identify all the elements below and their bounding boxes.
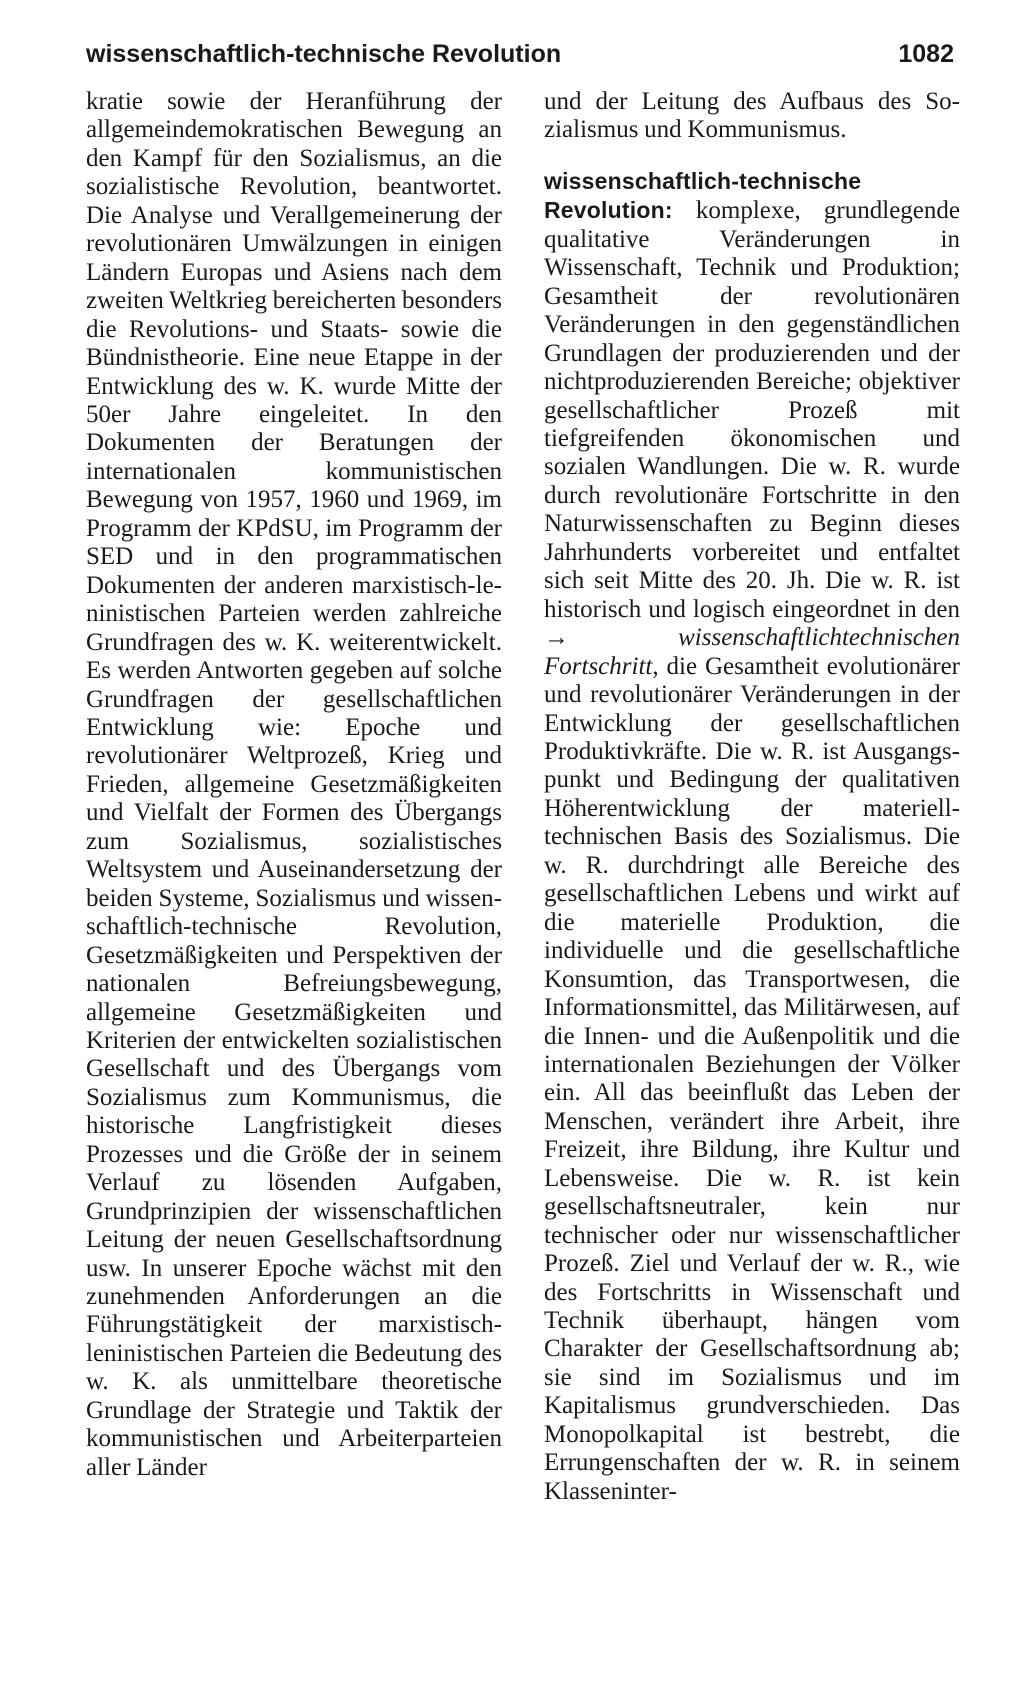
entry-text-part-2: , die Gesamtheit evolutionärer und revolutionärer Veränderungen in der Entwicklung der gesellschaftlichen Produktivkräfte. Die w. R. ist Ausgangspunkt und Bedingung der qualitativen Höherentwicklung der materiell-technischen Basis des Sozialismus. Die w. R. durchdringt alle Bereiche des gesellschaftlichen Lebens und wirkt auf die materielle Produktion, die individuelle und die gesellschaftliche Konsumtion, das Transportwesen, die Informationsmittel, das Militärwesen, auf die Innen- und die Außenpolitik und die internationalen Beziehungen der Völker ein. All das beeinflußt das Leben der Menschen, verändert ihre Arbeit, ihre Freizeit, ihre Bildung, ihre Kultur und Lebensweise. Die w. R. ist kein gesellschaftsneutraler, kein nur technischer oder nur wissenschaftlicher Prozeß. Ziel und Verlauf der w. R., wie des Fortschritts in Wissenschaft und Technik überhaupt, hängen vom Charakter der Gesellschaftsordnung ab; sie sind im Sozialismus und im Kapitalismus grundverschieden. Das Monopolkapital ist bestrebt, die Errungenschaften der w. R. in seinem Klasseninter- <box>544 652 960 1505</box>
running-head <box>86 34 954 74</box>
left-column <box>86 88 502 1482</box>
right-column <box>544 88 960 1506</box>
cross-reference-link[interactable]: wissenschaftlichtechnischen Fortschritt <box>544 624 960 680</box>
continuation-paragraph: und der Leitung des Aufbaus des Sozialismus und Kommunismus. <box>544 88 960 144</box>
running-title: wissenschaftlich-technische Revolution <box>86 40 562 68</box>
left-column-paragraph: kratie sowie der Heranführung der allgemeindemokratischen Bewegung an den Kampf für den Sozialismus, an die sozialistische Revolution, beantwortet. Die Analyse und Verallgemeinerung der revolutionären Umwälzungen in einigen Ländern Europas und Asiens nach dem zweiten Weltkrieg bereicherten besonders die Revolutions- und Staats- sowie die Bündnistheorie. Eine neue Etappe in der Entwicklung des w. K. wurde Mitte der 50er Jahre eingeleitet. In den Dokumenten der Beratungen der internationalen kommunistischen Bewegung von 1957, 1960 und 1969, im Programm der KPdSU, im Programm der SED und in den programmatischen Dokumenten der anderen marxistisch-leninistischen Parteien werden zahlreiche Grundfragen des w. K. weiterentwickelt. Es werden Antworten gegeben auf solche Grundfragen der gesellschaftlichen Entwicklung wie: Epoche und revolutionärer Weltprozeß, Krieg und Frieden, allgemeine Gesetzmäßigkeiten und Vielfalt der Formen des Übergangs zum Sozialismus, sozialistisches Weltsystem und Auseinandersetzung der beiden Systeme, Sozialismus und wissenschaftlich-technische Revolution, Gesetzmäßigkeiten und Perspektiven der nationalen Befreiungsbewegung, allgemeine Gesetzmäßigkeiten und Kriterien der entwickelten sozialistischen Gesellschaft und des Übergangs vom Sozialismus zum Kommunismus, die historische Langfristigkeit dieses Prozesses und die Größe der in seinem Verlauf zu lösenden Aufgaben, Grundprinzipien der wissenschaftlichen Leitung der neuen Gesellschaftsordnung usw. In unserer Epoche wächst mit den zunehmenden Anforderungen an die Führungstätigkeit der marxistisch-leninistischen Parteien die Bedeutung des w. K. als unmittelbare theoretische Grundlage der Strategie und Taktik der kommunistischen und Arbeiterparteien aller Länder <box>86 88 502 1481</box>
entry-headword: wissenschaftlich-technische Revolution: <box>544 167 862 224</box>
entry-text-part-1: komplexe, grundlegende qualitative Veränderungen in Wissenschaft, Technik und Produktion; Gesamtheit der revolutionären Veränderungen in den gegenständlichen Grundlagen der produzierenden und der nichtproduzierenden Bereiche; objektiver gesellschaftlicher Prozeß mit tiefgreifenden ökonomischen und sozialen Wandlungen. Die w. R. wurde durch revolutionäre Fortschritte in den Naturwissenschaften zu Beginn dieses Jahrhunderts vorbereitet und entfaltet sich seit Mitte des 20. Jh. Die w. R. ist historisch und logisch eingeordnet in den <box>544 197 960 623</box>
dictionary-entry <box>544 167 960 1506</box>
page-number: 1082 <box>898 40 954 68</box>
cross-reference-arrow-icon: → <box>544 624 569 652</box>
